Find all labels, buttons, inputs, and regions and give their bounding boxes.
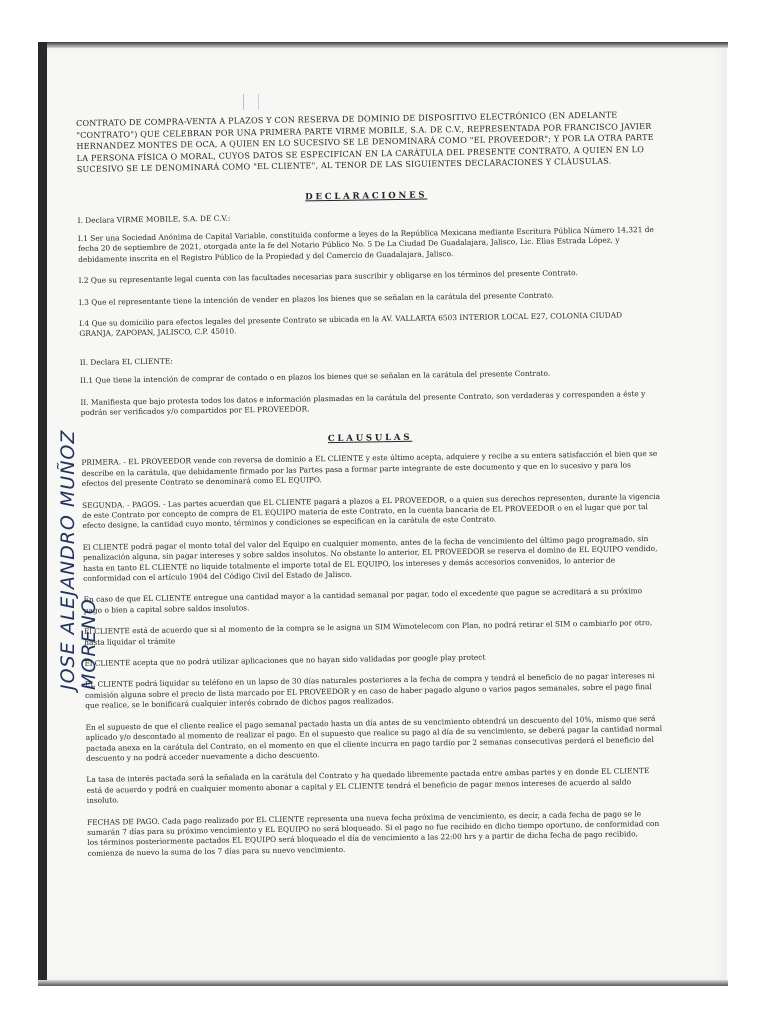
clause-segunda: SEGUNDA. - PAGOS. - Las partes acuerdan que EL CLIENTE pagará a plazos a EL PROVEEDOR, o a quien sus derechos representen, durante la vigencia de este Contrato por concepto de compra de EL EQUIPO materia de este Contrato, en la cuenta bancaria de EL PROVEEDOR o en el lugar que por tal efecto designe, la cantidad cuyo monto, términos y condiciones se especifican en la carátula de este Contrato. [82, 491, 661, 531]
declaration-client-intro: II. Declara EL CLIENTE: [79, 356, 173, 367]
clausulas-heading: CLAUSULAS [327, 433, 413, 445]
clause-paragraph-3: El CLIENTE podrá pagar el monto total del valor del Equipo en cualquier momento, antes de la fecha de vencimiento del último pago programado, sin penalización alguna, sin pagar intereses y sobre saldos insolutos. No obstante lo anterior, EL PROVEEDOR se reserva el domino de EL EQUIPO vendido, hasta en tanto EL CLIENTE no liquide totalmente el importe total de EL EQUIPO, los intereses y demás accesorios convenidos, lo anterior de conformidad con el artículo 1904 del Código Civil del Estado de Jalisco. [82, 533, 658, 583]
declaration-1-3: I.3 Que el representante tiene la intención de vender en plazos los bienes que se señalan en la carátula del presente Contrato. [78, 290, 555, 307]
handwritten-name [58, 430, 100, 690]
declaration-1-2: I.2 Que su representante legal cuenta con las facultades necesarias para suscribir y obligarse en los términos del presente Contrato. [78, 268, 578, 286]
declaration-provider-intro: I. Declara VIRME MOBILE, S.A. DE C.V.: [77, 213, 231, 225]
declaration-1-1: I.1 Ser una Sociedad Anónima de Capital Variable, constituida conforme a leyes de la República Mexicana mediante Escritura Pública Número 14,321 de fecha 20 de septiembre de 2021, otorgada ante la fe del Notario Público No. 5 De La Ciudad De Guadalajara, Jalisco, Lic. Elias Estrada López, y debidamente inscrita en el Registro Público de la Propiedad y del Comercio de Guadalajara, Jalisco. [77, 224, 654, 264]
clause-paragraph-8: En el supuesto de que el cliente realice el pago semanal pactado hasta un día antes de su vencimiento obtendrá un descuento del 10%, mismo que será aplicado y/o descontado al momento de realizar el pago. En el supuesto que realice su pago al día de su vencimiento, se deberá pagar la cantidad normal pactada anexa en la carátula del Contrato, en el momento en que el cliente incurra en pago tardío por 2 semanas consecutivas perderá el beneficio del descuento y no podrá acceder nuevamente a dicho descuento. [85, 713, 663, 763]
clause-paragraph-4: En caso de que EL CLIENTE entregue una cantidad mayor a la cantidad semanal por pagar, todo el excedente que pague se acreditará a su próximo pago o bien a capital sobre saldos insolutos. [83, 586, 643, 615]
clause-paragraph-6: El CLIENTE acepta que no podrá utilizar aplicaciones que no hayan sido validadas por google play protect [84, 652, 486, 668]
clause-paragraph-5: El CLIENTE está de acuerdo que si al momento de la compra se le asigna un SIM Wimotelecom con Plan, no podrá retirar el SIM o cambiarlo por otro, hasta liquidar el trámite [83, 618, 653, 647]
page-left-edge [38, 42, 47, 986]
declaration-2-1: II.1 Que tiene la intención de comprar de contado o en plazos los bienes que se señalan en la carátula del presente Contrato. [80, 368, 551, 386]
contract-header: CONTRATO DE COMPRA-VENTA A PLAZOS Y CON RESERVA DE DOMINIO DE DISPOSITIVO ELECTRÓNICO (EN ADELANTE "CONTRATO") QUE CELEBRAN POR UNA PRIMERA PARTE VIRME MOBILE, S.A. DE C.V., REPRESENTADA POR FRANCISCO JAVIER HERNANDEZ MONTES DE OCA, A QUIEN EN LO SUCESIVO SE LE DENOMINARÁ COMO "EL PROVEEDOR"; Y POR LA OTRA PARTE LA PERSONA FÍSICA O MORAL, CUYOS DATOS SE ESPECIFICAN EN LA CARÁTULA DEL PRESENTE CONTRATO, A QUIEN EN LO SUCESIVO SE LE DENOMINARÁ COMO "EL CLIENTE", AL TENOR DE LAS SIGUIENTES DECLARACIONES Y CLÁUSULAS. [76, 109, 654, 174]
handwritten-line-2: MORENO [78, 598, 100, 690]
clause-fechas-de-pago: FECHAS DE PAGO. Cada pago realizado por EL CLIENTE representa una nueva fecha próxima de vencimiento, es decir, a cada fecha de pago se le sumarán 7 días para su próximo vencimiento y EL EQUIPO no será bloqueado. Si el pago no fue recibido en dicho tiempo oportuno, de conformidad con los términos posteriormente pactados EL EQUIPO será bloqueado el día de vencimiento a las 22:00 hrs y a partir de dicha fecha de pago recibido, comienza de nuevo la suma de los 7 días para su nuevo vencimiento. [86, 808, 660, 858]
declaration-1-4: I.4 Que su domicilio para efectos legales del presente Contrato se ubicada en la AV. VALLARTA 6503 INTERIOR LOCAL E27, COLONIA CIUDAD GRANJA, ZAPOPAN, JALISCO, C.P. 45010. [79, 310, 623, 339]
clause-paragraph-7: EL CLIENTE podrá liquidar su teléfono en un lapso de 30 días naturales posteriores a la fecha de compra y tendrá el beneficio de no pagar intereses ni comisión alguna sobre el precio de lista marcado por EL PROVEEDOR y en caso de haber pagado alguno o varios pagos semanales, sobre el pago final que realice, se le bonificará cualquier interés cobrado de dichos pagos realizados. [84, 671, 655, 711]
clause-paragraph-9: La tasa de interés pactada será la señalada en la carátula del Contrato y ha quedado libremente pactada entre ambas partes y en donde EL CLIENTE está de acuerdo y podrá en cualquier momento abonar a capital y EL CLIENTE tendrá el beneficio de pagar menos intereses de acuerdo al saldo insoluto. [86, 766, 650, 806]
page-bottom-edge [38, 980, 728, 986]
declaraciones-heading: DECLARACIONES [305, 189, 428, 202]
declaration-2-2: II. Manifiesta que bajo protesta todos los datos e información plasmadas en la carátula del presente Contrato, son verdaderas y corresponden a éste y podrán ser verificados y/o compartidos por EL PROVEEDOR. [80, 388, 646, 417]
clause-primera: PRIMERA. - EL PROVEEDOR vende con reversa de dominio a EL CLIENTE y este último acepta, adquiere y recibe a su entera satisfacción el bien que se describe en la carátula, que debidamente firmado por las Partes pasa a formar parte integrante de este documento y que en lo sucesivo y para los efectos del presente Contrato se denominará como EL EQUIPO. [81, 449, 658, 489]
contract-body [76, 109, 666, 870]
staple-mark [243, 94, 259, 110]
handwritten-line-1: JOSE ALEJANDRO MUÑOZ [57, 429, 79, 690]
